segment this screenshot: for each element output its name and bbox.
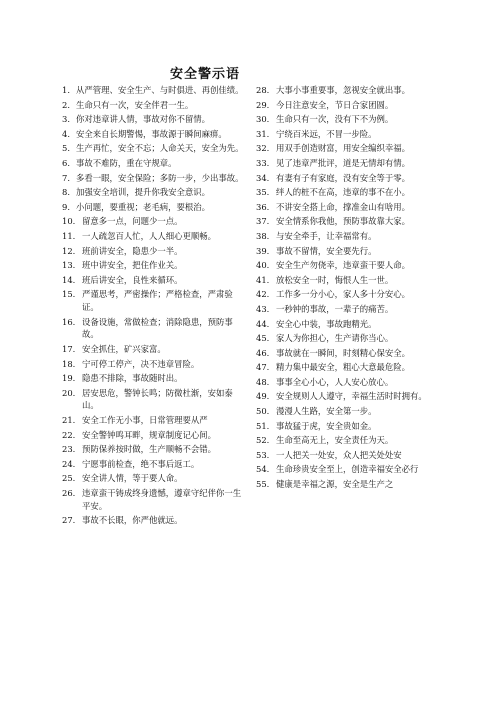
slogan-number: 34. (256, 172, 270, 183)
slogan-item (256, 245, 428, 258)
slogan-item (62, 142, 245, 155)
slogan-text: 宁绕百米远，不冒一步险。 (276, 128, 377, 139)
slogan-number: 39. (256, 245, 270, 256)
slogan-text: 精力集中最安全，粗心大意最危险。 (276, 362, 410, 373)
slogan-item (256, 84, 428, 97)
slogan-number: 1. (62, 85, 70, 95)
slogan-text: 事故不长眼，你严他就远。 (82, 515, 183, 526)
slogan-number: 43. (256, 303, 270, 314)
slogan-text: 大事小事重要事，忽视安全就出事。 (276, 85, 410, 95)
slogan-number: 22. (62, 429, 76, 440)
slogan-item (62, 358, 245, 371)
slogan-item (62, 414, 245, 427)
slogan-item (62, 387, 245, 412)
slogan-number: 38. (256, 230, 270, 241)
slogan-item (256, 449, 428, 462)
right-column-list (256, 84, 428, 493)
slogan-text: 留意多一点，问题少一点。 (82, 216, 183, 227)
slogan-number: 35. (256, 187, 270, 198)
slogan-text: 安全抓住，矿兴家富。 (82, 343, 166, 354)
slogan-text: 与安全牵手，让幸福常有。 (276, 230, 377, 241)
slogan-item (62, 288, 245, 313)
slogan-text: 事故猛于虎，安全贵如金。 (276, 420, 377, 431)
slogan-text: 用双手创造财富，用安全编织幸福。 (276, 143, 410, 154)
slogan-number: 18. (62, 358, 76, 369)
slogan-number: 11. (62, 230, 76, 241)
slogan-text: 绊人的桩不在高，违章的事不在小。 (276, 187, 410, 198)
slogan-text: 安全讲人情，等于要人命。 (82, 473, 183, 484)
slogan-item (256, 230, 428, 243)
slogan-text: 安全规则人人遵守，幸福生活时时拥有。 (276, 391, 427, 402)
slogan-item (256, 347, 428, 360)
slogan-number: 42. (256, 289, 270, 300)
slogan-text: 见了违章严批评，道是无情却有情。 (276, 157, 410, 168)
slogan-number: 13. (62, 260, 76, 271)
slogan-number: 2. (62, 99, 70, 110)
slogan-number: 10. (62, 216, 76, 227)
slogan-text: 班后讲安全，良性来循环。 (82, 274, 183, 285)
slogan-item (62, 316, 245, 341)
slogan-item (62, 157, 245, 170)
slogan-text: 事事全心小心，人人安心放心。 (276, 376, 394, 387)
slogan-number: 53. (256, 449, 270, 460)
slogan-number: 4. (62, 128, 70, 139)
slogan-number: 21. (62, 414, 76, 425)
slogan-text: 一人疏忽百人忙，人人细心更顺畅。 (82, 230, 216, 241)
slogan-item (256, 405, 428, 418)
slogan-item (62, 245, 245, 258)
slogan-item (256, 186, 428, 199)
slogan-item (256, 463, 428, 476)
slogan-item (62, 259, 245, 272)
slogan-item (256, 274, 428, 287)
slogan-text: 安全心中装，事故跑精光。 (276, 318, 377, 329)
slogan-number: 28. (256, 85, 270, 95)
slogan-item (256, 478, 428, 491)
slogan-text: 漫漫人生路，安全第一步。 (276, 406, 377, 417)
slogan-number: 26. (62, 487, 76, 498)
slogan-text: 安全情系你我他，预防事故靠大家。 (276, 216, 410, 227)
slogan-item (62, 274, 245, 287)
slogan-number: 45. (256, 333, 270, 344)
slogan-item (256, 259, 428, 272)
slogan-item (62, 472, 245, 485)
slogan-number: 15. (62, 289, 76, 300)
slogan-number: 12. (62, 245, 76, 256)
slogan-number: 5. (62, 143, 70, 154)
slogan-number: 48. (256, 376, 270, 387)
slogan-item (62, 343, 245, 356)
slogan-item (62, 230, 245, 243)
slogan-item (256, 376, 428, 389)
slogan-item (256, 201, 428, 214)
left-column-list (62, 84, 245, 529)
slogan-text: 严谨思考，严密操作；严格检查，严肃验证。 (82, 289, 233, 313)
slogan-number: 55. (256, 479, 270, 490)
slogan-number: 36. (256, 201, 270, 212)
slogan-item (62, 514, 245, 527)
slogan-item (256, 434, 428, 447)
slogan-number: 31. (256, 128, 270, 139)
slogan-item (256, 172, 428, 185)
slogan-item (256, 99, 428, 112)
slogan-item (62, 429, 245, 442)
slogan-number: 37. (256, 216, 270, 227)
slogan-number: 17. (62, 343, 76, 354)
slogan-item (256, 157, 428, 170)
slogan-item (256, 215, 428, 228)
slogan-text: 生命只有一次，没有下不为例。 (276, 114, 394, 125)
slogan-text: 宁可停工停产，决不违章冒险。 (82, 358, 200, 369)
slogan-text: 事故就在一瞬间，时刻精心保安全。 (276, 347, 410, 358)
slogan-text: 不讲安全搭上命，撑准金山有啥用。 (276, 201, 410, 212)
slogan-text: 家人为你担心，生产请你当心。 (276, 333, 394, 344)
slogan-text: 工作多一分小心，家人多十分安心。 (276, 289, 410, 300)
slogan-number: 40. (256, 260, 270, 271)
slogan-number: 19. (62, 373, 76, 384)
slogan-number: 47. (256, 362, 270, 373)
slogan-text: 小问题，要重视；老毛病，要根治。 (76, 201, 210, 212)
slogan-number: 41. (256, 274, 270, 285)
slogan-text: 安全工作无小事，日常管理要从严 (82, 414, 208, 425)
slogan-number: 44. (256, 318, 270, 329)
slogan-number: 3. (62, 114, 70, 125)
slogan-item (256, 318, 428, 331)
slogan-text: 宁愿事前检查，绝不事后返工。 (82, 458, 200, 469)
slogan-number: 27. (62, 515, 76, 526)
slogan-item (256, 142, 428, 155)
slogan-item (62, 458, 245, 471)
slogan-text: 事故不留情，安全要先行。 (276, 245, 377, 256)
slogan-item (256, 420, 428, 433)
slogan-text: 生命只有一次，安全伴君一生。 (76, 99, 194, 110)
slogan-number: 51. (256, 420, 270, 431)
slogan-number: 52. (256, 435, 270, 446)
slogan-item (62, 113, 245, 126)
slogan-text: 违章蛮干铸成终身遗憾，遵章守纪伴你一生平安。 (82, 487, 242, 511)
slogan-item (62, 372, 245, 385)
slogan-number: 32. (256, 143, 270, 154)
slogan-text: 预防保养按时做，生产顺畅不会错。 (82, 444, 216, 455)
slogan-item (256, 288, 428, 301)
slogan-number: 8. (62, 187, 70, 198)
slogan-number: 23. (62, 444, 76, 455)
slogan-text: 安全警钟鸣耳畔，规章制度记心间。 (82, 429, 216, 440)
slogan-text: 班前讲安全，隐患少一半。 (82, 245, 183, 256)
slogan-item (256, 303, 428, 316)
slogan-text: 多看一眼，安全保险；多防一步，少出事故。 (76, 172, 244, 183)
slogan-text: 事故不难防，重在守规章。 (76, 157, 177, 168)
slogan-text: 生命珍贵安全至上，创造幸福安全必行 (276, 464, 419, 475)
slogan-text: 安全生产勿侥幸，违章蛮干要人命。 (276, 260, 410, 271)
slogan-text: 生命至高无上，安全责任为天。 (276, 435, 394, 446)
slogan-item (62, 128, 245, 141)
slogan-text: 一秒钟的事故，一辈子的痛苦。 (276, 303, 394, 314)
slogan-text: 生产再忙，安全不忘；人命关天，安全为先。 (76, 143, 244, 154)
slogan-item (62, 201, 245, 214)
slogan-text: 从严管理、安全生产、与时俱进、再创佳绩。 (76, 85, 244, 95)
slogan-number: 25. (62, 473, 76, 484)
slogan-item (256, 332, 428, 345)
slogan-item (62, 186, 245, 199)
slogan-item (256, 361, 428, 374)
slogan-number: 30. (256, 114, 270, 125)
slogan-item (62, 443, 245, 456)
slogan-item (62, 84, 245, 97)
slogan-text: 设备设施，常做检查；消除隐患，预防事故。 (82, 316, 233, 340)
slogan-text: 安全来自长期警惕，事故源于瞬间麻痹。 (76, 128, 227, 139)
slogan-text: 隐患不排除，事故随时出。 (82, 373, 183, 384)
slogan-item (256, 390, 428, 403)
slogan-item (62, 215, 245, 228)
slogan-number: 7. (62, 172, 70, 183)
slogan-number: 24. (62, 458, 76, 469)
slogan-number: 14. (62, 274, 76, 285)
slogan-item (62, 487, 245, 512)
slogan-number: 49. (256, 391, 270, 402)
slogan-number: 29. (256, 99, 270, 110)
slogan-number: 46. (256, 347, 270, 358)
slogan-item (62, 172, 245, 185)
slogan-text: 放松安全一时，悔恨人生一世。 (276, 274, 394, 285)
slogan-text: 今日注意安全，节日合家团圆。 (276, 99, 394, 110)
slogan-text: 居安思危，警钟长鸣；防微杜渐，安如泰山。 (82, 387, 233, 411)
document-title: 安全警示语 (169, 67, 240, 82)
slogan-number: 33. (256, 157, 270, 168)
slogan-text: 班中讲安全，把住作业关。 (82, 260, 183, 271)
slogan-item (256, 128, 428, 141)
slogan-text: 健康是幸福之源，安全是生产之 (276, 479, 394, 490)
slogan-number: 54. (256, 464, 270, 475)
slogan-number: 50. (256, 406, 270, 417)
slogan-number: 9. (62, 201, 70, 212)
slogan-text: 你对违章讲人情，事故对你不留情。 (76, 114, 210, 125)
slogan-number: 16. (62, 316, 76, 327)
slogan-text: 一人把关一处安，众人把关处处安 (276, 449, 402, 460)
slogan-item (62, 99, 245, 112)
slogan-text: 有妻有子有家庭，没有安全等于零。 (276, 172, 410, 183)
slogan-text: 加强安全培训，提升你我安全意识。 (76, 187, 210, 198)
slogan-number: 20. (62, 387, 76, 398)
slogan-number: 6. (62, 157, 70, 168)
slogan-item (256, 113, 428, 126)
